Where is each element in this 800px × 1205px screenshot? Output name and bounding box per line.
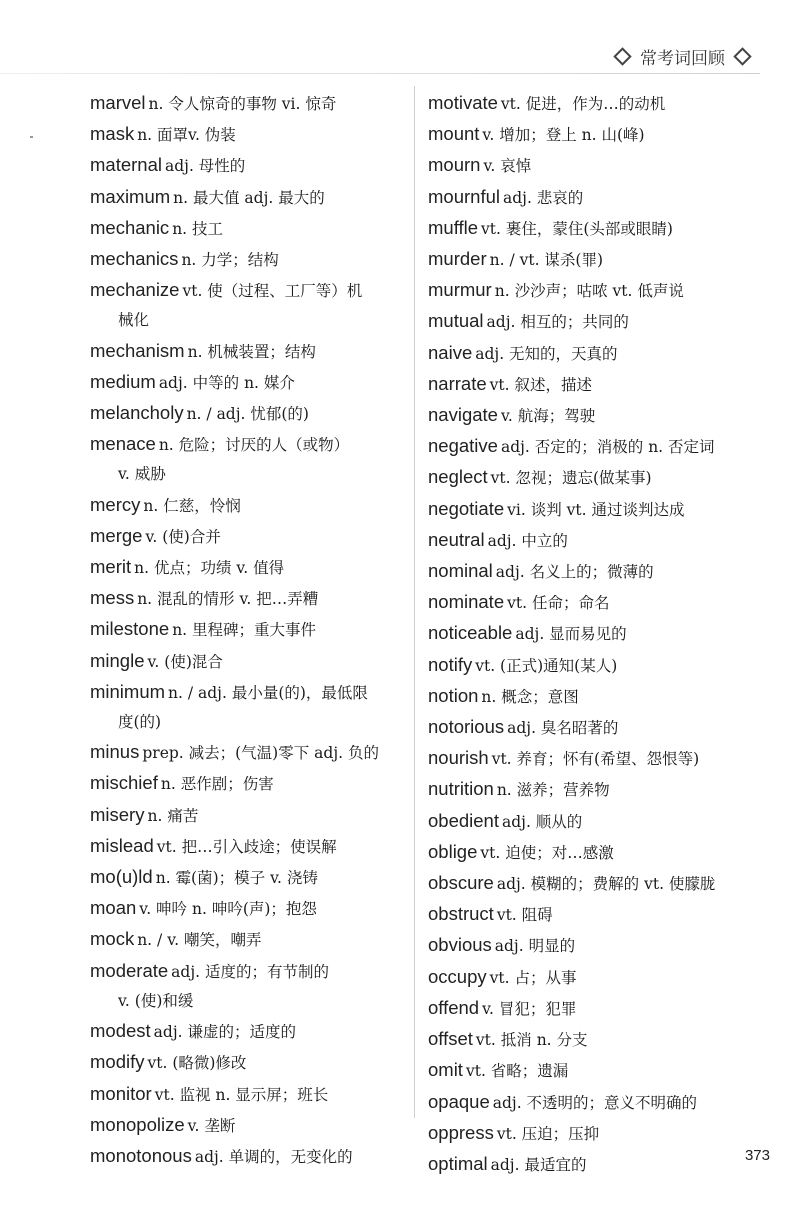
vocab-definition: adj. 名义上的；微薄的	[495, 563, 654, 582]
vocab-definition: n. 最大值 adj. 最大的	[173, 188, 325, 207]
vocab-definition: vt. 裹住，蒙住(头部或眼睛)	[481, 219, 673, 238]
vocab-entry	[90, 490, 412, 521]
diamond-left-icon	[613, 47, 631, 65]
vocab-definition: vt. 压迫；压抑	[496, 1124, 600, 1143]
vocab-entry	[428, 618, 768, 649]
vocab-entry	[428, 1087, 768, 1118]
vocab-word: murder	[428, 248, 487, 270]
vocab-word: nominal	[428, 560, 493, 582]
vocab-word: mingle	[90, 649, 145, 671]
vocab-word: mo(u)ld	[90, 866, 153, 888]
vocab-word: minimum	[90, 680, 166, 702]
vocab-word: medium	[90, 370, 156, 392]
vocab-entry	[428, 338, 768, 369]
right-column	[428, 88, 768, 1180]
vocab-entry	[428, 930, 768, 961]
vocab-word: nourish	[428, 747, 489, 769]
vocab-word: modify	[90, 1051, 145, 1073]
vocab-word: menace	[90, 433, 156, 455]
vocab-word: melancholy	[90, 402, 184, 424]
vocab-definition: n. 优点；功绩 v. 值得	[134, 559, 285, 578]
vocab-definition: n. 霉(菌)；模子 v. 浇铸	[155, 869, 318, 888]
vocab-entry	[428, 806, 768, 837]
vocab-entry	[428, 150, 768, 181]
vocab-word: motivate	[428, 92, 498, 113]
vocab-definition: n. 面罩v. 伪装	[137, 126, 236, 145]
vocab-entry	[428, 462, 768, 493]
vocab-entry	[428, 182, 768, 213]
vocab-entry	[90, 275, 412, 306]
vocab-definition: n. 危险；讨厌的人（或物）	[158, 436, 350, 455]
vocab-entry	[428, 993, 768, 1024]
vocab-definition: vt. 促进，作为…的动机	[500, 95, 666, 113]
section-title-text: 常考词回顾	[640, 49, 725, 69]
vocab-entry	[428, 1118, 768, 1149]
diamond-right-icon	[733, 47, 751, 65]
vocab-entry	[428, 306, 768, 337]
vocab-entry	[90, 1141, 412, 1172]
vocab-entry	[90, 119, 412, 150]
vocab-definition: vt. 阻碍	[496, 906, 553, 925]
vocab-definition: vt. 忽视；遗忘(做某事)	[490, 469, 652, 488]
vocab-definition: adj. 无知的，天真的	[475, 344, 618, 363]
column-divider	[414, 86, 415, 1118]
vocab-entry	[428, 431, 768, 462]
vocab-entry	[428, 837, 768, 868]
vocab-definition: v. 垄断	[187, 1116, 236, 1135]
vocab-definition: adj. 最适宜的	[490, 1155, 587, 1174]
vocab-word: monopolize	[90, 1113, 185, 1135]
vocab-entry	[428, 962, 768, 993]
vocab-definition: v. (使)合并	[145, 527, 221, 546]
vocab-definition: n. 概念；意图	[481, 687, 579, 706]
vocab-entry	[90, 893, 412, 924]
vocab-definition: v. 呻吟 n. 呻吟(声)；抱怨	[139, 900, 317, 919]
vocab-word: notify	[428, 653, 473, 675]
vocab-entry	[428, 213, 768, 244]
vocab-definition: vt. 叙述，描述	[489, 375, 592, 394]
vocab-definition: n. 恶作剧；伤害	[160, 775, 274, 794]
vocab-word: mercy	[90, 493, 141, 515]
vocab-definition: vt. 使（过程、工厂等）机	[182, 282, 363, 301]
vocab-word: obscure	[428, 872, 494, 894]
vocab-definition: adj. 悲哀的	[502, 188, 584, 207]
vocab-definition: adj. 顺从的	[501, 812, 583, 831]
vocab-definition: vt. 迫使；对…感激	[480, 843, 614, 862]
vocab-word: mount	[428, 123, 480, 145]
vocab-entry	[428, 119, 768, 150]
vocab-definition: vt. (正式)通知(某人)	[475, 656, 618, 675]
vocab-definition: adj. 明显的	[494, 937, 576, 956]
vocab-definition: adj. 单调的，无变化的	[194, 1147, 353, 1166]
vocab-entry	[90, 614, 412, 645]
vocab-definition: vt. 占；从事	[489, 968, 577, 987]
vocab-definition: vt. 抵消 n. 分支	[475, 1031, 588, 1050]
vocab-entry	[428, 899, 768, 930]
vocab-entry	[90, 182, 412, 213]
vocab-entry	[428, 525, 768, 556]
vocab-entry	[90, 552, 412, 583]
vocab-entry	[428, 650, 768, 681]
vocab-entry	[428, 494, 768, 525]
vocab-entry	[90, 521, 412, 552]
vocab-word: obedient	[428, 809, 499, 831]
vocab-definition: n. 机械装置；结构	[187, 342, 316, 361]
vocab-word: murmur	[428, 279, 492, 301]
vocab-entry	[428, 88, 768, 119]
vocab-definition-continued: 度(的)	[118, 713, 162, 732]
vocab-entry	[428, 868, 768, 899]
vocab-definition: vt. 把…引入歧途；使误解	[156, 837, 337, 856]
vocab-word: misery	[90, 803, 145, 825]
vocab-definition: adj. 中等的 n. 媒介	[158, 373, 295, 392]
vocab-word: modest	[90, 1020, 151, 1042]
vocab-definition: n. / adj. 忧郁(的)	[186, 405, 309, 424]
vocab-word: moan	[90, 897, 137, 919]
vocab-definition: vt. 任命；命名	[507, 594, 610, 613]
vocab-word: navigate	[428, 404, 498, 426]
header-rule	[0, 73, 760, 74]
vocab-definition: vt. 养育；怀有(希望、怨恨等)	[491, 750, 700, 769]
vocab-word: mischief	[90, 772, 158, 794]
vocab-word: monitor	[90, 1082, 152, 1104]
vocab-word: narrate	[428, 372, 487, 394]
vocab-word: merge	[90, 524, 143, 546]
vocab-definition: prep. 减去；(气温)零下 adj. 负的	[142, 744, 379, 763]
vocab-definition: n. / adj. 最小量(的)，最低限	[168, 683, 368, 702]
vocab-definition: v. 航海；驾驶	[500, 407, 596, 426]
vocab-definition: adj. 模糊的；费解的 vt. 使朦胧	[496, 875, 716, 894]
vocab-definition-continued: 械化	[118, 311, 150, 330]
vocab-word: occupy	[428, 965, 487, 987]
vocab-word: opaque	[428, 1090, 490, 1112]
vocab-entry	[90, 1110, 412, 1141]
vocab-entry	[428, 587, 768, 618]
vocab-entry	[90, 862, 412, 893]
vocab-definition: v. 哀悼	[483, 157, 532, 176]
vocab-definition-continued: v. (使)和缓	[118, 991, 194, 1010]
vocab-definition: v. 冒犯；犯罪	[482, 999, 577, 1018]
vocab-word: oppress	[428, 1121, 494, 1143]
vocab-definition: adj. 母性的	[164, 157, 246, 176]
vocab-definition: n. 沙沙声；咕哝 vt. 低声说	[494, 282, 684, 301]
vocab-word: mutual	[428, 310, 484, 332]
vocab-word: marvel	[90, 92, 146, 113]
vocab-word: minus	[90, 741, 140, 763]
vocab-entry	[428, 244, 768, 275]
vocab-entry	[90, 924, 412, 955]
vocab-entry	[428, 712, 768, 743]
vocab-word: oblige	[428, 840, 478, 862]
vocab-word: notion	[428, 684, 479, 706]
vocab-entry	[90, 244, 412, 275]
section-title	[613, 44, 752, 69]
vocab-word: nutrition	[428, 778, 494, 800]
vocab-definition: n. 令人惊奇的事物 vi. 惊奇	[148, 95, 337, 113]
vocab-definition: vt. 省略；遗漏	[465, 1062, 569, 1081]
vocab-word: naive	[428, 341, 473, 363]
vocab-definition: adj. 臭名昭著的	[507, 719, 619, 738]
vocab-word: negative	[428, 435, 498, 457]
vocab-entry	[90, 1079, 412, 1110]
vocab-word: neglect	[428, 466, 488, 488]
vocab-word: omit	[428, 1059, 463, 1081]
vocab-definition: adj. 不透明的；意义不明确的	[492, 1093, 698, 1112]
left-column	[90, 88, 412, 1172]
vocab-word: obvious	[428, 934, 492, 956]
margin-mark	[30, 136, 33, 138]
vocab-entry	[90, 88, 412, 119]
vocab-word: offset	[428, 1028, 473, 1050]
vocab-word: optimal	[428, 1152, 488, 1174]
vocab-definition: n. 痛苦	[147, 806, 199, 825]
vocab-entry	[428, 774, 768, 805]
vocab-word: merit	[90, 556, 132, 578]
vocab-definition: v. (使)混合	[147, 652, 223, 671]
vocab-entry	[428, 1024, 768, 1055]
vocab-word: mourn	[428, 154, 481, 176]
vocab-definition: adj. 显而易见的	[515, 625, 627, 644]
vocab-word: mechanize	[90, 279, 180, 301]
vocab-entry	[428, 369, 768, 400]
vocab-word: obstruct	[428, 903, 494, 925]
vocab-definition: n. 技工	[172, 219, 224, 238]
vocab-definition: v. 增加；登上 n. 山(峰)	[482, 126, 645, 145]
vocab-definition: adj. 相互的；共同的	[486, 313, 629, 332]
vocab-word: negotiate	[428, 497, 505, 519]
vocab-entry	[428, 681, 768, 712]
vocab-entry	[90, 367, 412, 398]
vocab-word: neutral	[428, 528, 485, 550]
vocab-entry	[90, 398, 412, 429]
vocab-entry	[428, 275, 768, 306]
vocab-definition: n. 仁慈，怜悯	[143, 496, 241, 515]
vocab-definition: n. / vt. 谋杀(罪)	[489, 251, 604, 270]
vocab-word: mechanic	[90, 216, 170, 238]
vocab-entry	[90, 831, 412, 862]
vocab-word: maternal	[90, 154, 162, 176]
page-header	[0, 0, 800, 76]
vocab-word: noticeable	[428, 622, 513, 644]
vocab-word: mask	[90, 123, 135, 145]
vocab-entry	[90, 150, 412, 181]
vocab-entry	[428, 556, 768, 587]
vocab-word: moderate	[90, 959, 169, 981]
vocab-entry	[90, 646, 412, 677]
vocab-definition: vt. (略微)修改	[147, 1054, 247, 1073]
vocab-entry	[90, 583, 412, 614]
vocab-definition: adj. 谦虚的；适度的	[153, 1023, 296, 1042]
vocab-entry	[90, 768, 412, 799]
vocab-entry	[90, 737, 412, 768]
vocab-word: mechanism	[90, 339, 185, 361]
vocab-entry	[428, 1055, 768, 1086]
vocab-definition: n. 里程碑；重大事件	[172, 621, 317, 640]
vocab-definition: adj. 否定的；消极的 n. 否定词	[500, 438, 715, 457]
vocab-definition: n. / v. 嘲笑，嘲弄	[137, 931, 262, 950]
vocab-word: nominate	[428, 591, 505, 613]
vocab-word: maximum	[90, 185, 171, 207]
vocab-word: mock	[90, 928, 135, 950]
vocab-word: monotonous	[90, 1144, 192, 1166]
vocab-entry	[90, 213, 412, 244]
vocab-definition: vt. 监视 n. 显示屏；班长	[154, 1085, 329, 1104]
vocab-definition: n. 混乱的情形 v. 把…弄糟	[137, 590, 319, 609]
vocab-word: mislead	[90, 834, 154, 856]
vocab-definition: adj. 适度的；有节制的	[171, 962, 329, 981]
vocab-definition-continued: v. 威胁	[118, 465, 166, 484]
vocab-entry	[90, 956, 412, 987]
vocab-word: muffle	[428, 216, 479, 238]
vocab-entry	[428, 743, 768, 774]
vocab-word: mess	[90, 587, 135, 609]
vocab-word: mournful	[428, 185, 500, 207]
vocab-word: mechanics	[90, 248, 179, 270]
vocab-entry	[90, 336, 412, 367]
page-number: 373	[744, 1147, 770, 1164]
vocab-entry	[90, 1016, 412, 1047]
vocab-entry	[428, 1149, 768, 1180]
vocab-definition: n. 滋养；营养物	[496, 781, 610, 800]
vocab-entry	[428, 400, 768, 431]
vocab-word: milestone	[90, 618, 170, 640]
vocab-entry	[90, 429, 412, 460]
vocab-word: offend	[428, 996, 480, 1018]
vocab-definition: n. 力学；结构	[181, 251, 279, 270]
vocab-entry	[90, 677, 412, 708]
vocab-definition: vi. 谈判 vt. 通过谈判达成	[507, 500, 685, 519]
vocab-entry	[90, 800, 412, 831]
vocab-entry	[90, 1047, 412, 1078]
vocab-word: notorious	[428, 716, 505, 738]
vocab-definition: adj. 中立的	[487, 531, 568, 550]
